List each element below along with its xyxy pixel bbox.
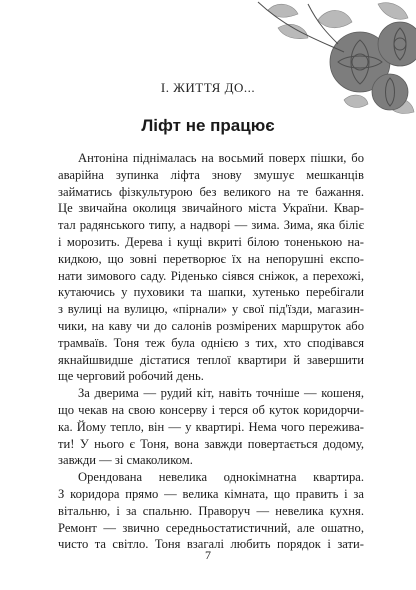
paragraph bbox=[58, 150, 364, 385]
page-number: 7 bbox=[205, 548, 211, 562]
text-line: що чекав на свою консерву і терся об куток коридорчи- bbox=[58, 402, 364, 417]
text-line: нати зимового саду. Ріденько сіявся сніжок, а перехожі, bbox=[58, 268, 364, 283]
text-line: якнайшвидше дістатися теплої квартири й завершити bbox=[58, 352, 364, 367]
text-line: тал радянського типу, а надворі — зима. Зима, яка біліє bbox=[58, 218, 364, 233]
text-line: Антоніна піднімалась на восьмий поверх пішки, бо bbox=[78, 151, 364, 165]
text-line: Це звичайна околиця звичайного міста України. Квар- bbox=[58, 201, 364, 216]
chapter-title: I. ЖИТТЯ ДО... bbox=[160, 80, 256, 95]
paragraph bbox=[58, 469, 364, 553]
text-line: і морозить. Дерева і кущі вкриті білою тоненькою на- bbox=[58, 234, 364, 249]
text-line: ти! У нього є Тоня, вона завжди повертається додому, bbox=[58, 436, 364, 451]
text-line: аварійна зупинка ліфта знову змушує мешканців bbox=[58, 167, 364, 182]
section-title: Ліфт не працює bbox=[141, 116, 275, 135]
text-line: кидкою, що зовні перетворює їх на непорушні експо- bbox=[58, 251, 364, 266]
text-line: з вулиці на вулицю, «пірнали» у свої під'їзди, магазин- bbox=[58, 302, 364, 317]
text-line: ка. Йому тепло, він — у квартирі. Нема чого пережива- bbox=[58, 419, 364, 434]
text-line: ще черговий робочий день. bbox=[58, 369, 204, 384]
text-line: вітальню, і за спальню. Праворуч — невелика кухня. bbox=[58, 503, 364, 518]
floral-decoration bbox=[248, 0, 416, 130]
text-line: трамваїв. Тоня теж була однією з тих, хто сподівався bbox=[58, 335, 364, 350]
paragraph bbox=[58, 385, 364, 469]
text-line: займатись фізкультурою без великого на те бажання. bbox=[58, 184, 364, 199]
body-text bbox=[58, 150, 364, 553]
text-line: чики, на каву чи до салонів розмірених маршруток або bbox=[58, 318, 364, 333]
text-line: За дверима — рудий кіт, навіть точніше — кошеня, bbox=[78, 386, 364, 401]
text-line: Ремонт — звично середньостатистичний, але ошатно, bbox=[58, 520, 364, 535]
text-line: Орендована невелика однокімнатна квартира. bbox=[78, 470, 364, 485]
text-line: З коридора прямо — велика кімната, що править і за bbox=[58, 486, 364, 501]
text-line: кутаючись у пуховики та шапки, хутенько перебігали bbox=[58, 285, 364, 300]
text-line: завжди — зі смаколиком. bbox=[58, 453, 193, 468]
text-line: чисто та світло. Тоня взагалі любить порядок і зати- bbox=[58, 537, 364, 552]
